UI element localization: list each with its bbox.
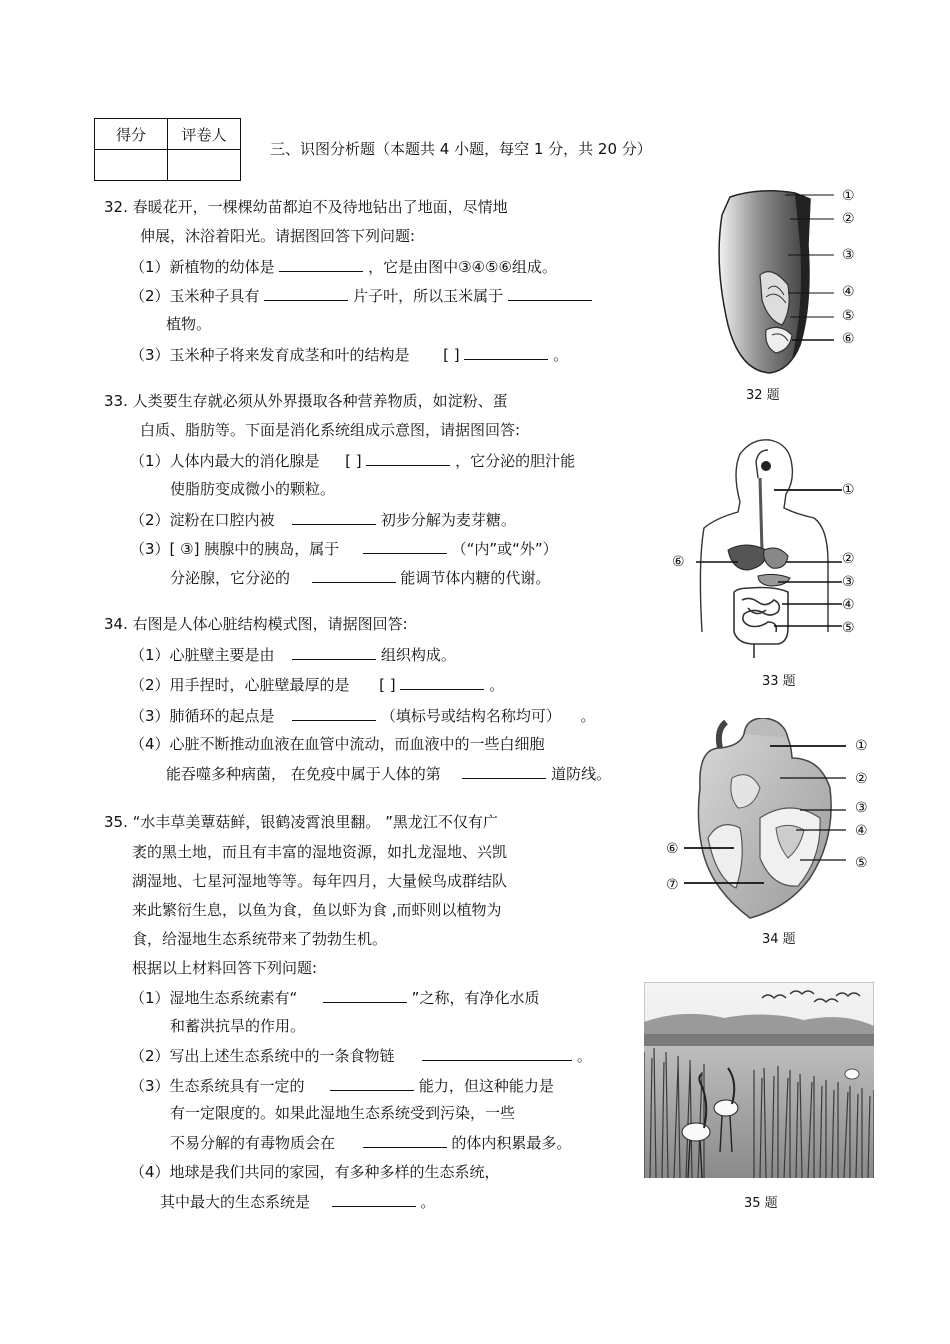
q34-part2: （2）用手捏时，心脏壁最厚的是 [ ] 。 (130, 676, 505, 694)
q35-stem-line5: 食，给湿地生态系统带来了勃勃生机。 (132, 930, 388, 948)
q32-marker-2: ② (842, 211, 855, 227)
q35-part4: （4）地球是我们共同的家园，有多种多样的生态系统， (130, 1163, 500, 1181)
q32-blank2[interactable] (264, 286, 348, 301)
section-title: 三、识图分析题（本题共 4 小题，每空 1 分，共 20 分） (270, 140, 652, 158)
q35-part1: （1）湿地生态系统素有“ ”之称，有净化水质 (130, 989, 540, 1007)
q33-stem-line2: 白质、脂肪等。下面是消化系统组成示意图，请据图回答: (140, 421, 521, 439)
grader-cell (168, 150, 241, 181)
q32-marker-5: ⑤ (842, 308, 855, 324)
q35-stem-line2: 袤的黑土地，而且有丰富的湿地资源，如扎龙湿地、兴凯 (132, 843, 508, 861)
q34-marker-6: ⑥ (666, 841, 679, 857)
q34-part1: （1）心脏壁主要是由 组织构成。 (130, 646, 456, 664)
q32-marker-6: ⑥ (842, 331, 855, 347)
q34-blank4[interactable] (462, 764, 546, 779)
grader-header: 评卷人 (168, 119, 241, 150)
q33-stem-line1: 33. 人类要生存就必须从外界摄取各种营养物质，如淀粉、蛋 (104, 392, 508, 410)
q33-marker-2: ② (842, 551, 855, 567)
q33-blank3[interactable] (363, 539, 447, 554)
q34-caption: 34 题 (762, 932, 796, 947)
q32-blank3[interactable] (508, 286, 592, 301)
wetland-photo (644, 982, 874, 1178)
q32-marker-1: ① (842, 188, 855, 204)
q33-blank1[interactable] (366, 451, 450, 466)
q33-part1-cont: 使脂肪变成微小的颗粒。 (170, 480, 336, 498)
q33-marker-5: ⑤ (842, 620, 855, 636)
digestive-system-figure (678, 432, 858, 668)
q32-part2-cont: 植物。 (166, 315, 212, 333)
q34-part4: （4）心脏不断推动血液在血管中流动，而血液中的一些白细胞 (130, 735, 545, 753)
q34-marker-2: ② (855, 771, 868, 787)
q34-part4-cont: 能吞噬多种病菌， 在免疫中属于人体的第 道防线。 (166, 765, 612, 783)
q34-marker-7: ⑦ (666, 877, 679, 893)
q35-blank4[interactable] (363, 1133, 447, 1148)
q32-blank1[interactable] (279, 257, 363, 272)
q35-stem-line3: 湖湿地、七星河湿地等等。每年四月，大量候鸟成群结队 (132, 872, 508, 890)
q34-blank3[interactable] (292, 706, 376, 721)
q33-blank2[interactable] (292, 510, 376, 525)
q32-marker-4: ④ (842, 284, 855, 300)
q34-part3: （3）肺循环的起点是 （填标号或结构名称均可） 。 (130, 707, 596, 725)
q32-stem-line1: 32. 春暖花开，一棵棵幼苗都迫不及待地钻出了地面，尽情地 (104, 198, 508, 216)
q32-part2: （2）玉米种子具有 片子叶，所以玉米属于 (130, 286, 592, 305)
q35-stem-line6: 根据以上材料回答下列问题: (132, 959, 318, 977)
q32-part1: （1）新植物的幼体是 ，它是由图中③④⑤⑥组成。 (130, 258, 557, 276)
q33-part3: （3）[ ③] 胰腺中的胰岛，属于 （“内”或“外”） (130, 540, 558, 558)
score-cell (95, 150, 168, 181)
q35-blank2[interactable] (422, 1046, 572, 1061)
score-header: 得分 (95, 119, 168, 150)
q35-part3-cont2: 不易分解的有毒物质会在 的体内积累最多。 (170, 1134, 572, 1152)
q35-blank5[interactable] (332, 1192, 416, 1207)
q35-stem-line4: 来此繁衍生息，以鱼为食，鱼以虾为食 ,而虾则以植物为 (132, 901, 502, 919)
q35-blank1[interactable] (323, 988, 407, 1003)
q33-marker-1: ① (842, 482, 855, 498)
q35-blank3[interactable] (330, 1076, 414, 1091)
q32-stem-line2: 伸展，沐浴着阳光。请据图回答下列问题: (140, 227, 416, 245)
q32-caption: 32 题 (746, 388, 780, 403)
q33-marker-6: ⑥ (672, 554, 685, 570)
q35-part3: （3）生态系统具有一定的 能力，但这种能力是 (130, 1077, 554, 1095)
heart-figure (680, 718, 860, 922)
q34-blank1[interactable] (292, 645, 376, 660)
q34-marker-4: ④ (855, 823, 868, 839)
q33-part3-cont: 分泌腺，它分泌的 能调节体内糖的代谢。 (170, 569, 551, 587)
q32-marker-3: ③ (842, 247, 855, 263)
q33-blank4[interactable] (312, 568, 396, 583)
q35-part3-cont1: 有一定限度的。如果此湿地生态系统受到污染，一些 (170, 1104, 516, 1122)
q33-caption: 33 题 (762, 674, 796, 689)
score-box (94, 118, 241, 181)
q34-stem: 34. 右图是人体心脏结构模式图，请据图回答: (104, 615, 408, 633)
q33-part2: （2）淀粉在口腔内被 初步分解为麦芽糖。 (130, 511, 516, 529)
q35-stem-line1: 35. “水丰草美蕈菇鲜，银鹤凌霄浪里翻。 ”黑龙江不仅有广 (104, 813, 498, 831)
q33-marker-3: ③ (842, 574, 855, 590)
q35-part4-cont: 其中最大的生态系统是 。 (160, 1193, 436, 1211)
q32-part3: （3）玉米种子将来发育成茎和叶的结构是 [ ] 。 (130, 346, 569, 364)
q32-blank4[interactable] (464, 345, 548, 360)
q34-marker-5: ⑤ (855, 855, 868, 871)
q34-blank2[interactable] (400, 675, 484, 690)
q35-part1-cont: 和蓄洪抗旱的作用。 (170, 1017, 306, 1035)
q35-part2: （2）写出上述生态系统中的一条食物链 。 (130, 1047, 592, 1065)
q33-marker-4: ④ (842, 597, 855, 613)
q34-marker-1: ① (855, 738, 868, 754)
q35-caption: 35 题 (744, 1196, 778, 1211)
q33-part1: （1）人体内最大的消化腺是 [ ] ，它分泌的胆汁能 (130, 452, 576, 470)
q34-marker-3: ③ (855, 800, 868, 816)
